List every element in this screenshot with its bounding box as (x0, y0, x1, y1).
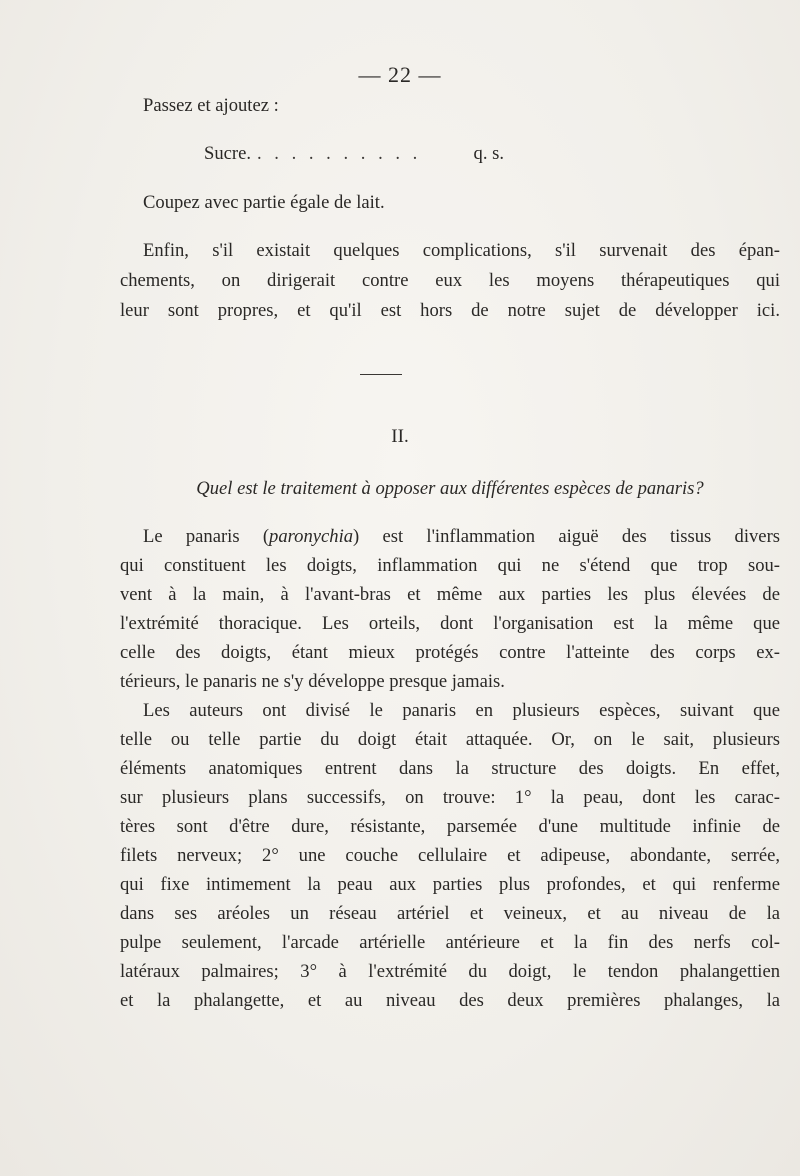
page-number: — 22 — (358, 62, 442, 87)
paragraph-line (143, 526, 780, 548)
paragraph-line: l'extrémité thoracique. Les orteils, dont l'organisation est la même que (120, 613, 780, 634)
paragraph-line: qui fixe intimement la peau aux parties plus profondes, et qui renferme (120, 874, 780, 895)
recipe-intro: Passez et ajoutez : (143, 95, 279, 116)
ingredient-quantity: q. s. (473, 143, 504, 164)
section-number: II. (391, 426, 409, 447)
paragraph-line: celle des doigts, étant mieux protégés contre l'atteinte des corps ex- (120, 642, 780, 663)
recipe-instruction: Coupez avec partie égale de lait. (143, 192, 385, 213)
text-fragment: ) est l'inflammation aiguë des tissus divers (353, 526, 780, 547)
paragraph-line: et la phalangette, et au niveau des deux premières phalanges, la (120, 990, 780, 1011)
paragraph-line: Enfin, s'il existait quelques complications, s'il survenait des épan- (143, 240, 780, 261)
paragraph-line: leur sont propres, et qu'il est hors de notre sujet de développer ici. (120, 300, 780, 321)
section-question: Quel est le traitement à opposer aux différentes espèces de panaris? (196, 478, 704, 499)
paragraph-line: latéraux palmaires; 3° à l'extrémité du doigt, le tendon phalangettien (120, 961, 780, 982)
section-divider (360, 374, 402, 375)
term-italic: paronychia (269, 526, 354, 547)
recipe-ingredient-row (204, 143, 504, 165)
paragraph-line: telle ou telle partie du doigt était attaquée. Or, on le sait, plusieurs (120, 729, 780, 750)
text-fragment: Le panaris ( (143, 526, 270, 547)
paragraph-line: chements, on dirigerait contre eux les moyens thérapeutiques qui (120, 270, 780, 291)
paragraph-line: qui constituent les doigts, inflammation qui ne s'étend que trop sou- (120, 555, 780, 576)
leader-dots: . . . . . . . . . . (256, 143, 422, 164)
ingredient-name: Sucre. (204, 143, 251, 164)
paragraph-line: tères sont d'être dure, résistante, parsemée d'une multitude infinie de (120, 816, 780, 837)
paragraph-line: dans ses aréoles un réseau artériel et veineux, et au niveau de la (120, 903, 780, 924)
paragraph-line: térieurs, le panaris ne s'y développe presque jamais. (120, 671, 505, 692)
paragraph-line: pulpe seulement, l'arcade artérielle antérieure et la fin des nerfs col- (120, 932, 780, 953)
paragraph-line: filets nerveux; 2° une couche cellulaire et adipeuse, abondante, serrée, (120, 845, 780, 866)
paragraph-line: Les auteurs ont divisé le panaris en plusieurs espèces, suivant que (143, 700, 780, 721)
paragraph-line: sur plusieurs plans successifs, on trouve: 1° la peau, dont les carac- (120, 787, 780, 808)
paragraph-line: éléments anatomiques entrent dans la structure des doigts. En effet, (120, 758, 780, 779)
paragraph-line: vent à la main, à l'avant-bras et même aux parties les plus élevées de (120, 584, 780, 605)
